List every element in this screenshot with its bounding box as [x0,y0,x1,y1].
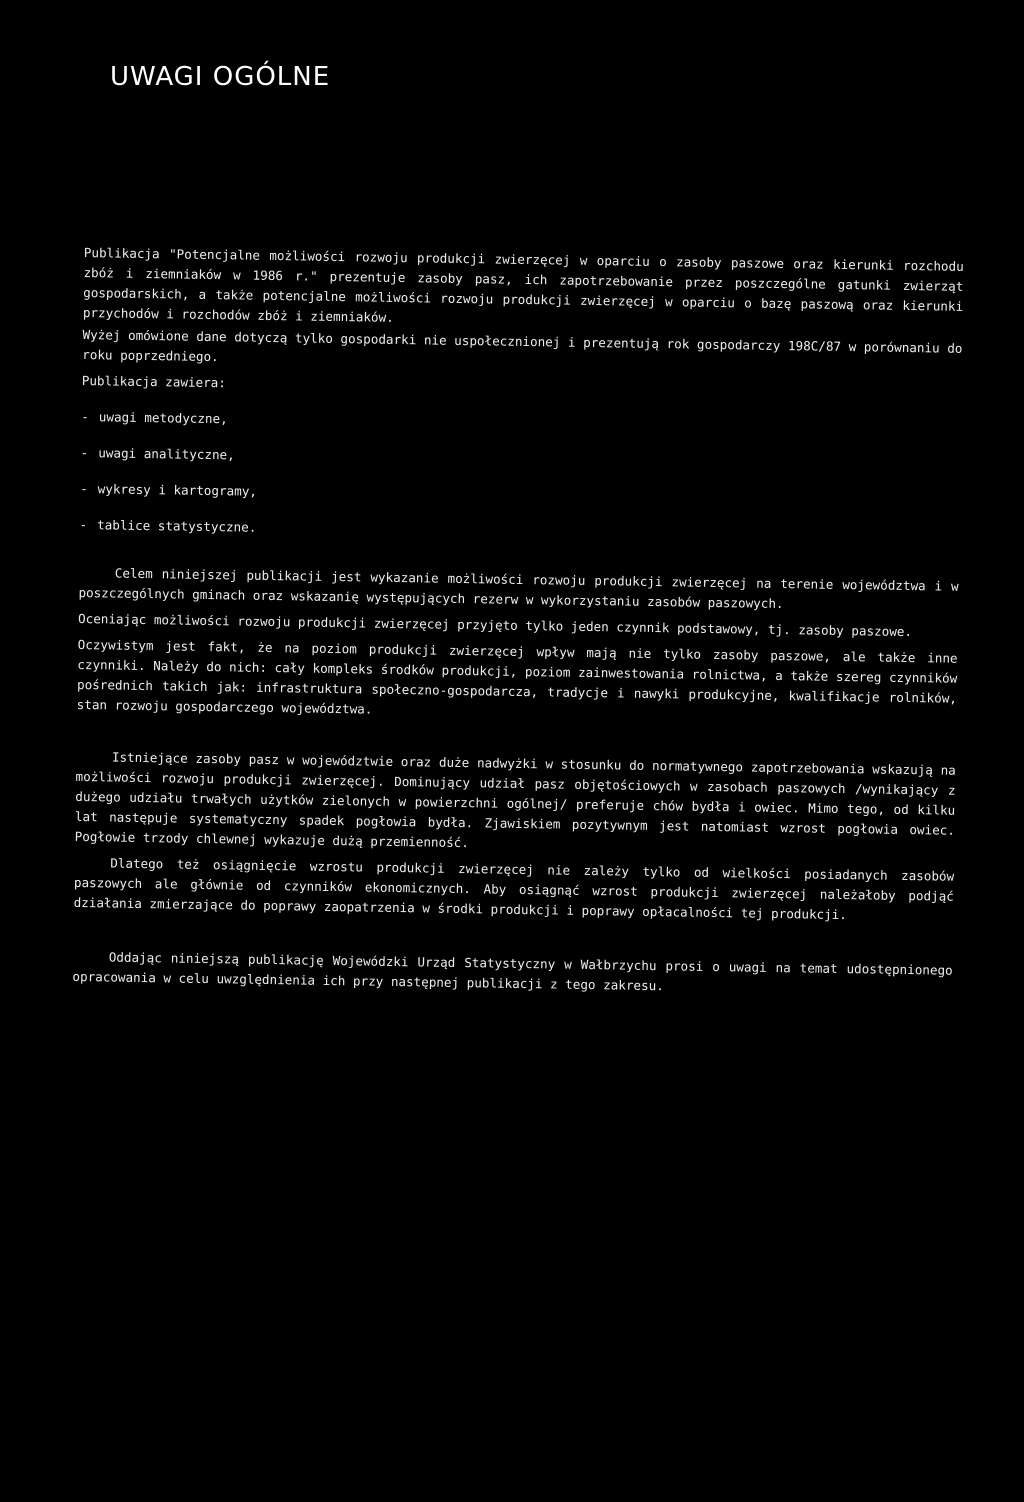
document-body [72,243,964,1001]
dash-bullet: - [79,516,88,533]
list-item [81,407,961,441]
dash-bullet: - [80,480,88,497]
paragraph-conclusion: Dlatego też osiągnięcie wzrostu produkcji zwierzęcej nie zależy tylko od wielkości posiadanych zasobów paszowych ale głównie od czynników ekonomicznych. Aby osiągnąć wzrost produkcji zwierzęcej należałoby podjąć działania zmierzające do poprawy zaopatrzenia w środki produkcji i poprawy opłacalności tej produkcji. [73,855,955,923]
list-item-text: uwagi analityczne, [98,445,235,463]
list-item-text: wykresy i kartogramy, [97,481,258,499]
dash-bullet: - [80,444,89,461]
page-title: UWAGI OGÓLNE [110,62,331,92]
list-item [81,443,961,477]
paragraph-factors: Oczywistym jest fakt, że na poziom produkcji zwierzęcej wpływ mają nie tylko zasoby paszowe, ale także inne czynniki. Należy do nich: cały kompleks środków produkcji, poziom zainwestowania rolnictwa, a także szereg czynników pośrednich takich jak: infrastruktura społeczno-gospodarcza, tradycje i nawyki produkcyjne, kwalifikacje rolników, stan rozwoju gospodarczego województwa. [76,636,958,717]
paragraph-closing: Oddając niniejszą publikację Wojewódzki Urząd Statystyczny w Wałbrzychu prosi o uwagi na temat udostępnionego opracowania w celu uwzględnienia ich przy następnej publikacji z tego zakresu. [72,949,953,994]
paragraph-resources: Istniejące zasoby pasz w województwie oraz duże nadwyżki w stosunku do normatywnego zapotrzebowania wskazują na możliwości rozwoju produkcji zwierzęcej. Dominujący udział pasz objętościowych w zasobach paszowych /wynikający z dużego udziału trwałych użytków zielonych w powierzchni ogólnej/ preferuje chów bydła i owiec. Mimo tego, od kilku lat następuje systematyczny spadek pogłowia bydła. Zjawiskiem pozytywnym jest natomiast wzrost pogłowia owiec. Pogłowie trzody chlewnej wykazuje dużą przemienność. [74,749,956,851]
list-item [80,479,960,513]
list-item-text: uwagi metodyczne, [98,409,228,427]
paragraph-intro: Publikacja "Potencjalne możliwości rozwoju produkcji zwierzęcej w oparciu o zasoby paszowe oraz kierunki rozchodu zbóż i ziemniaków w 1986 r." prezentuje zasoby pasz, ich zapotrzebowanie przez poszczególne gatunki zwierząt gospodarskich, a także potencjalne możliwości rozwoju produkcji zwierzęcej w oparciu o bazę paszową oraz kierunki przychodów i rozchodów zbóż i ziemniaków. [82,244,964,325]
dash-bullet: - [81,408,89,425]
list-item-text: tablice statystyczne. [97,517,257,535]
contents-lead: Publikacja zawiera: [81,372,227,391]
paragraph-scope: Wyżej omówione dane dotyczą tylko gospodarki nie uspołecznionej i prezentują rok gospodarczy 198C/87 w porównaniu do roku poprzedniego. [82,326,963,365]
list-item [79,515,959,549]
paragraph-assessment: Oceniając możliwości rozwoju produkcji zwierzęcej przyjęto tylko jeden czynnik podstawowy, tj. zasoby paszowe. [77,610,913,640]
paragraph-aim: Celem niniejszej publikacji jest wykazanie możliwości rozwoju produkcji zwierzęcej na terenie województwa i w poszczególnych gminach oraz wskazanię występujących rezerw w wykorzystaniu zasobów paszowych. [78,565,959,612]
contents-list [79,407,961,549]
